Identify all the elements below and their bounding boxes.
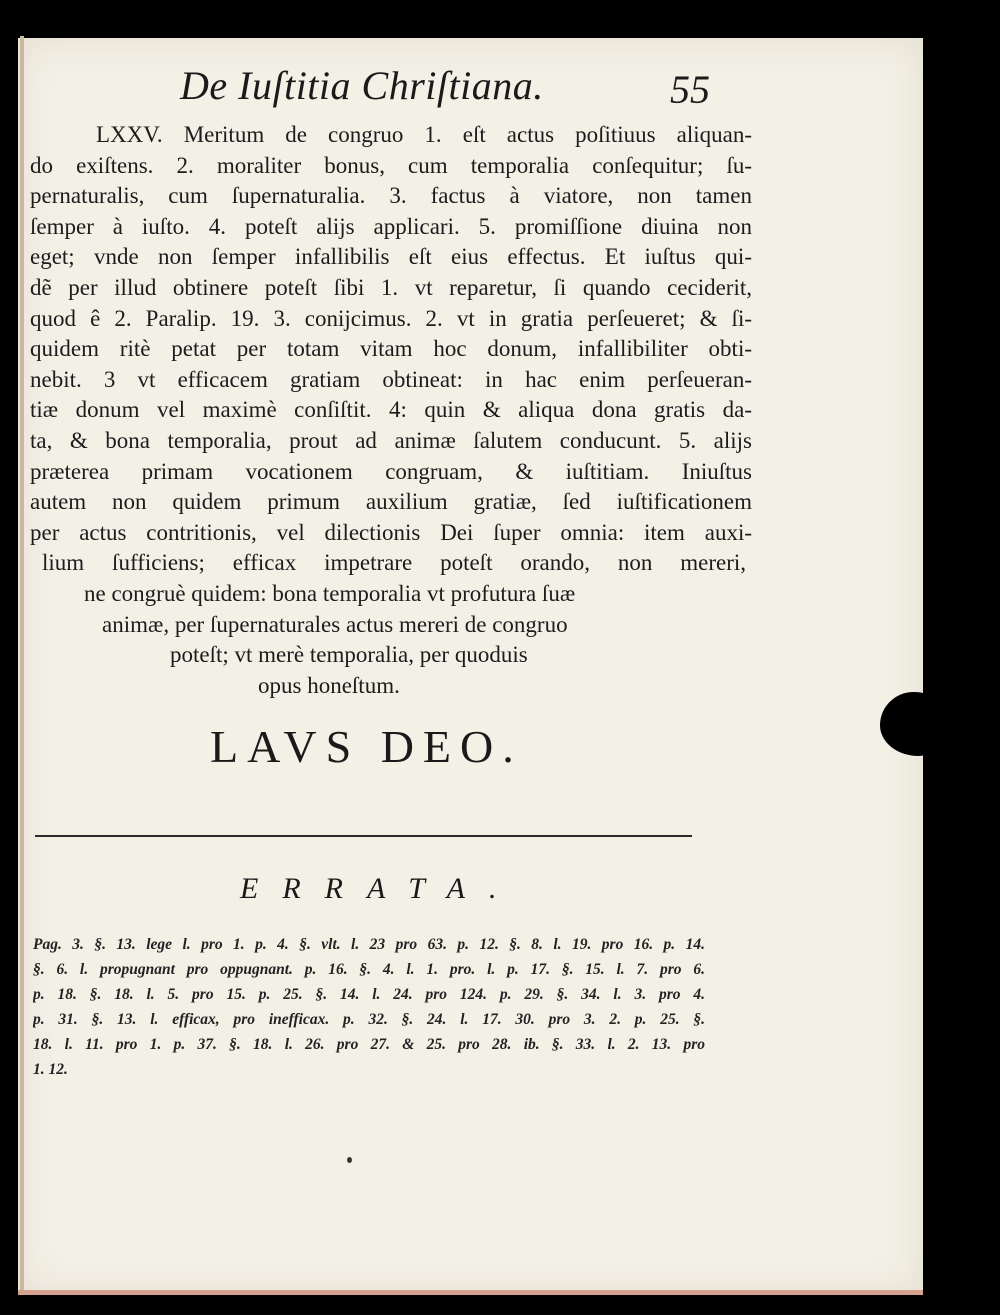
errata-line: §. 6. l. propugnant pro oppugnant. p. 16. §. 4. l. 1. pro. l. p. 17. §. 15. l. 7. pro 6. (33, 961, 705, 978)
body-line: lium ſufficiens; efficax impetrare poteſt orando, non mereri, (42, 550, 746, 576)
page-number: 55 (670, 67, 710, 112)
body-line: nebit. 3 vt efficacem gratiam obtineat: in hac enim perſeueran- (30, 366, 752, 392)
body-line: autem non quidem primum auxilium gratiæ, ſed iuſtificationem (30, 489, 752, 515)
body-line: ſemper à iuſto. 4. poteſt alijs applicari. 5. promiſſione diuina non (30, 213, 752, 239)
body-line: ta, & bona temporalia, prout ad animæ ſalutem conducunt. 5. alijs (30, 427, 752, 453)
body-line: præterea primam vocationem congruam, & iuſtitiam. Iniuſtus (30, 458, 752, 484)
errata-line: p. 31. §. 13. l. efficax, pro inefficax. p. 32. §. 24. l. 17. 30. pro 3. 2. p. 25. §. (33, 1011, 705, 1028)
errata-title: ERRATA. (240, 872, 521, 905)
errata-list (33, 932, 705, 1082)
body-paragraph (30, 120, 752, 701)
ink-speck (347, 1157, 352, 1163)
body-line: quod ê 2. Paralip. 19. 3. conijcimus. 2. vt in gratia perſeueret; & ſi- (30, 305, 752, 331)
errata-line: Pag. 3. §. 13. lege l. pro 1. p. 4. §. vlt. l. 23 pro 63. p. 12. §. 8. l. 19. pro 16. p. 14. (33, 936, 705, 953)
body-line: per actus contritionis, vel dilectionis Dei ſuper omnia: item auxi- (30, 519, 752, 545)
body-line: dẽ per illud obtinere poteſt ſibi 1. vt reparetur, ſi quando ceciderit, (30, 274, 752, 300)
errata-line: p. 18. §. 18. l. 5. pro 15. p. 25. §. 14. l. 24. pro 124. p. 29. §. 34. l. 3. pro 4. (33, 986, 705, 1003)
body-line: quidem ritè petat per totam vitam hoc donum, infallibiliter obti- (30, 336, 752, 362)
body-line: LXXV. Meritum de congruo 1. eſt actus poſitiuus aliquan- (96, 122, 752, 147)
body-line: ne congruè quidem: bona temporalia vt profutura ſuæ (84, 580, 576, 606)
body-line: animæ, per ſupernaturales actus mereri de congruo (102, 611, 568, 637)
body-line: tiæ donum vel maximè conſiſtit. 4: quin & aliqua dona gratis da- (30, 397, 752, 423)
body-line: opus honeſtum. (258, 672, 400, 698)
body-line: eget; vnde non ſemper infallibilis eſt eius effectus. Et iuſtus qui- (30, 244, 752, 270)
page-bottom-edge (18, 1290, 923, 1295)
horizontal-rule (35, 835, 692, 837)
page-edge (20, 36, 24, 1294)
errata-line: 1. 12. (33, 1061, 68, 1078)
closing-heading: LAVS DEO. (210, 721, 523, 772)
body-line: pernaturalis, cum ſupernaturalia. 3. factus à viatore, non tamen (30, 183, 752, 209)
body-line: do exiſtens. 2. moraliter bonus, cum temporalia conſequitur; ſu- (30, 152, 752, 178)
page-header (180, 62, 710, 112)
errata-line: 18. l. 11. pro 1. p. 37. §. 18. l. 26. pro 27. & 25. pro 28. ib. §. 33. l. 2. 13. pro (33, 1036, 705, 1053)
page-hole (880, 692, 950, 756)
body-line: poteſt; vt merè temporalia, per quoduis (170, 642, 528, 668)
running-head: De Iuſtitia Chriſtiana. (180, 63, 544, 108)
